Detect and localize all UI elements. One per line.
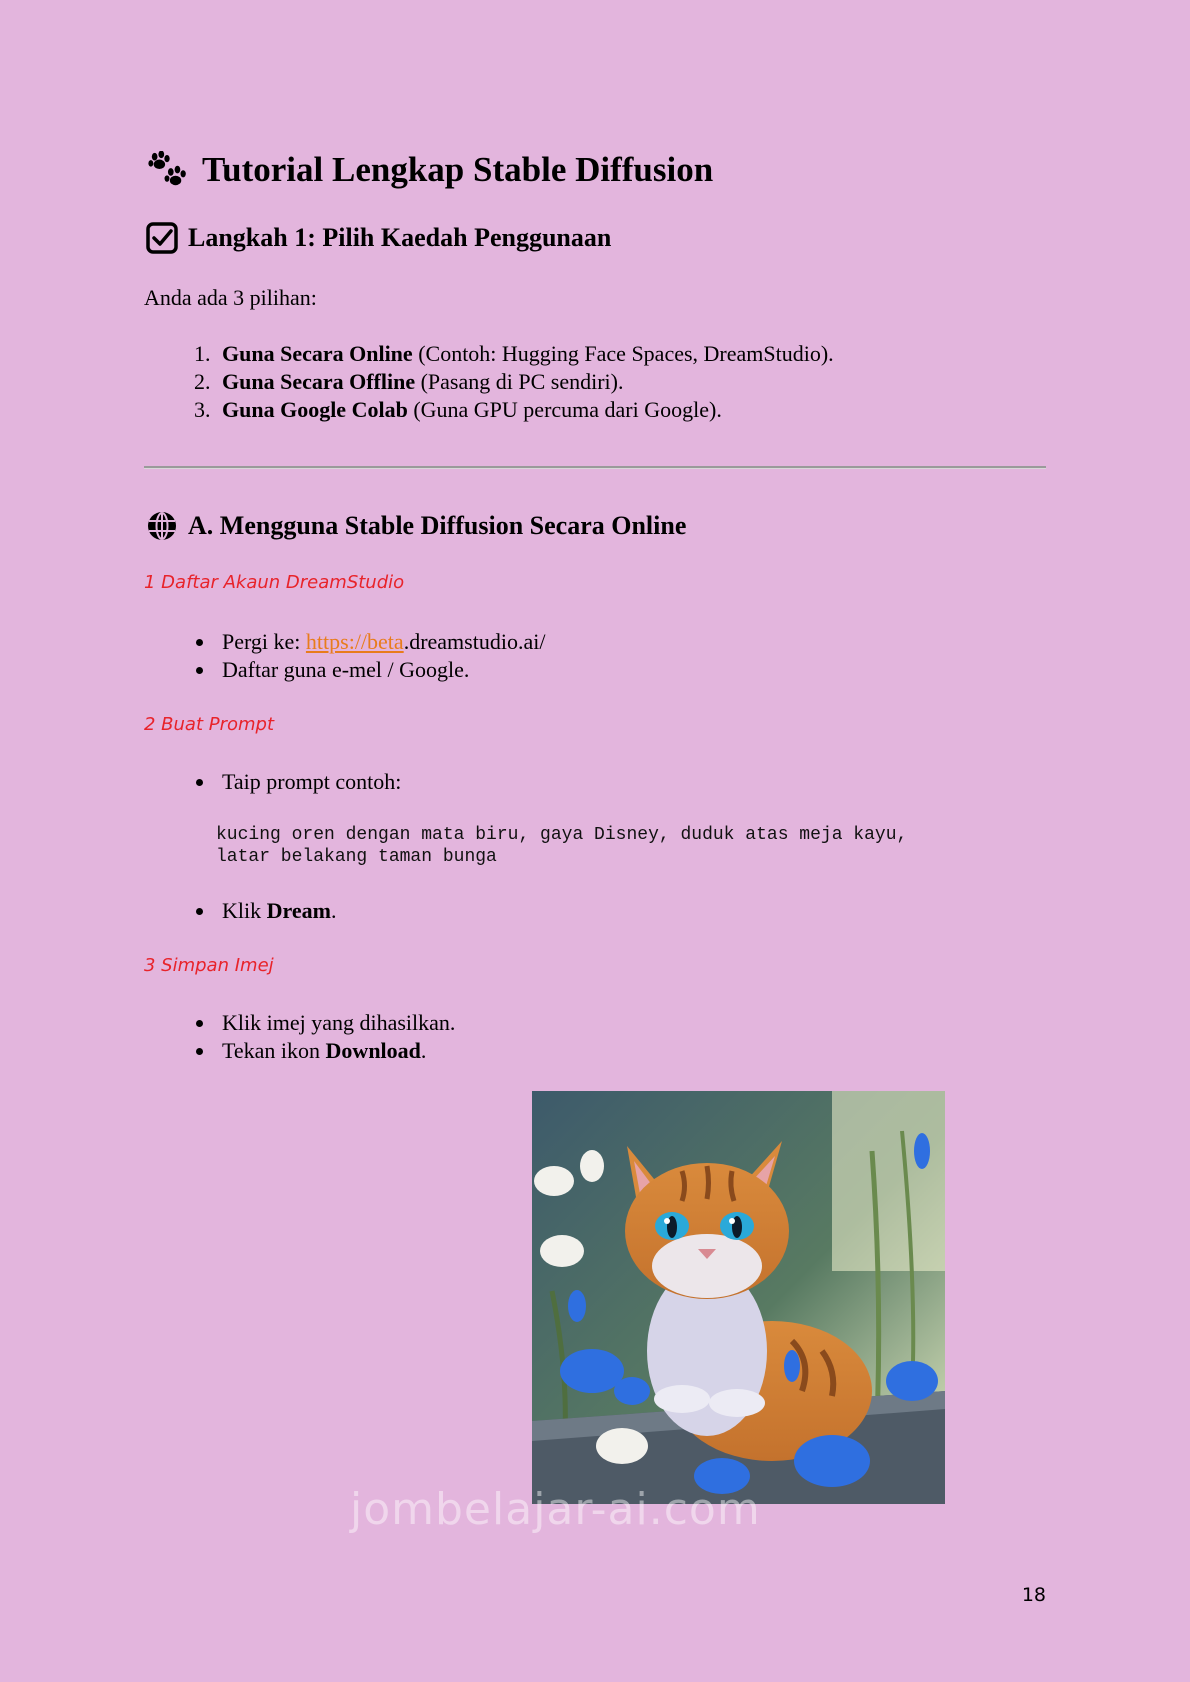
list-item <box>216 628 545 656</box>
option-text: (Guna GPU percuma dari Google). <box>407 397 722 422</box>
kitten-image <box>532 1091 945 1504</box>
list-item <box>216 368 834 396</box>
list-item <box>216 340 834 368</box>
item-text: Pergi ke: <box>222 629 306 654</box>
options-list <box>144 340 834 424</box>
paw-prints-icon <box>148 151 186 189</box>
section-a-heading-text: A. Mengguna Stable Diffusion Secara Online <box>188 511 687 540</box>
list-item: • Taip prompt contoh: <box>216 768 401 796</box>
page-title <box>148 150 713 190</box>
option-text: (Pasang di PC sendiri). <box>415 369 624 394</box>
watermark: jombelajar-ai.com <box>350 1484 761 1535</box>
globe-icon <box>146 510 178 542</box>
list-item <box>216 897 336 925</box>
option-text: (Contoh: Hugging Face Spaces, DreamStudio). <box>412 341 834 366</box>
list-item: • Daftar guna e-mel / Google. <box>216 656 545 684</box>
list-item <box>216 396 834 424</box>
list-item: • Klik imej yang dihasilkan. <box>216 1009 455 1037</box>
option-bold: Guna Secara Online <box>222 341 413 366</box>
sub2-list-2 <box>144 897 336 925</box>
step1-heading-text: Langkah 1: Pilih Kaedah Penggunaan <box>188 223 612 252</box>
prompt-code-block: kucing oren dengan mata biru, gaya Disney, duduk atas meja kayu, latar belakang taman bunga <box>216 825 908 867</box>
sub2-list <box>144 768 401 796</box>
item-text: . <box>330 898 337 923</box>
item-text: .dreamstudio.ai/ <box>403 629 546 654</box>
item-text: . <box>420 1038 427 1063</box>
subheading-3: 3 Simpan Imej <box>144 955 274 976</box>
option-bold: Guna Google Colab <box>222 397 408 422</box>
section-a-heading <box>146 510 686 542</box>
item-text: Tekan ikon <box>222 1038 326 1063</box>
page-number: 18 <box>1021 1584 1046 1606</box>
intro-text: Anda ada 3 pilihan: <box>144 285 317 310</box>
option-bold: Guna Secara Offline <box>222 369 416 394</box>
item-bold: Download <box>325 1038 421 1063</box>
item-text: Klik <box>222 898 267 923</box>
item-bold: Dream <box>266 898 331 923</box>
sub1-list <box>144 628 545 684</box>
dreamstudio-link[interactable]: https://beta <box>305 629 404 654</box>
list-item <box>216 1037 455 1065</box>
sub3-list <box>144 1009 455 1065</box>
page-title-text: Tutorial Lengkap Stable Diffusion <box>202 150 714 189</box>
horizontal-rule <box>144 466 1046 469</box>
subheading-2: 2 Buat Prompt <box>144 714 275 735</box>
subheading-1: 1 Daftar Akaun DreamStudio <box>144 572 405 593</box>
step1-heading <box>146 222 611 254</box>
checkbox-icon <box>146 222 178 254</box>
